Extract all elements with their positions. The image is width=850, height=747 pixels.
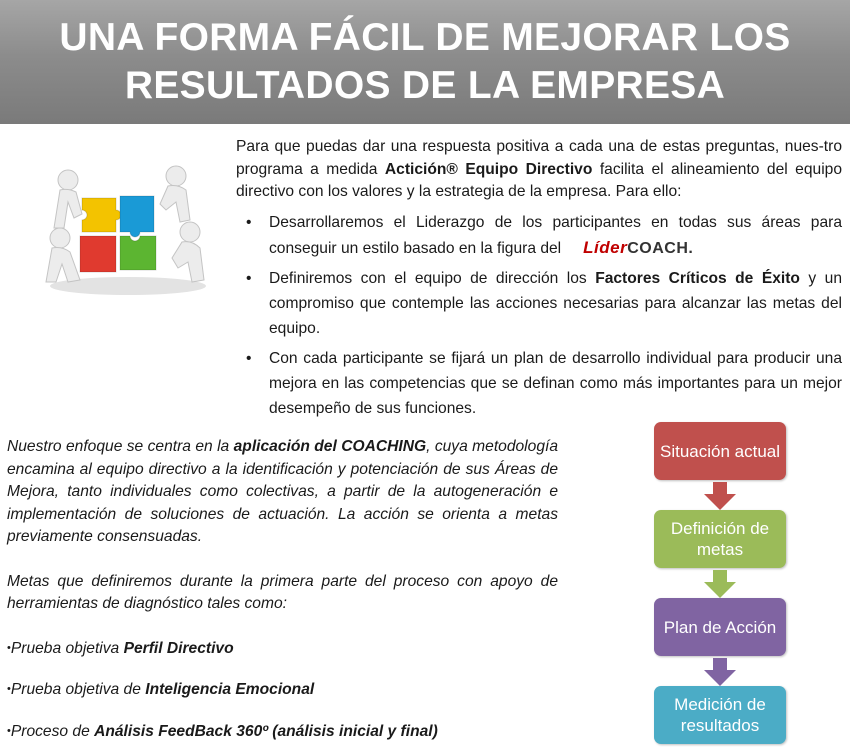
goals-paragraph: Metas que definiremos durante la primera parte del proceso con apoyo de herramientas de diagnóstico tales como:: [7, 572, 558, 612]
list-item: [236, 266, 842, 341]
bullet-2-text-c: y un compromiso que contemple las acciones necesarias para alcanzar las metas del equipo.: [269, 269, 842, 337]
down-arrow-icon: [704, 570, 736, 598]
flow-step-action-plan: Plan de Acción: [654, 598, 786, 656]
bullet-icon: •: [246, 213, 252, 231]
intro-text-a: Para que puedas dar una respuesta positiva a cada una de estas preguntas, nues-tro programa a medida: [236, 138, 842, 178]
coaching-section: [7, 436, 558, 747]
bullet-icon: •: [246, 349, 252, 367]
process-flowchart: [654, 420, 786, 747]
bullet-3-text: Con cada participante se fijará un plan de desarrollo individual para producir una mejora en las competencias que se definan como más importantes para un mejor desempeño de sus funciones.: [269, 349, 842, 417]
program-name: Actición® Equipo Directivo: [384, 160, 593, 178]
tool-3-name: Análisis FeedBack 360º (análisis inicial y final): [94, 722, 438, 740]
list-item: [7, 638, 558, 662]
title-banner: [0, 0, 850, 124]
flow-step-situation: Situación actual: [654, 422, 786, 480]
list-item: [236, 346, 842, 421]
coaching-paragraph: [7, 436, 558, 549]
bullet-2-text-a: Definiremos con el equipo de dirección los: [269, 269, 596, 287]
down-arrow-icon: [704, 658, 736, 686]
list-item: [7, 721, 558, 745]
intro-bullet-list: [236, 210, 842, 421]
title-line-2: RESULTADOS DE LA EMPRESA: [124, 64, 726, 107]
tool-1-text: Prueba objetiva: [10, 639, 124, 657]
brand-coach-logo: COACH.: [627, 239, 694, 257]
puzzle-pieces: [80, 196, 156, 272]
tool-2-name: Inteligencia Emocional: [145, 681, 315, 698]
flow-step-results: Medición de resultados: [654, 686, 786, 744]
coaching-text-a: Nuestro enfoque se centra en la: [7, 438, 234, 455]
coaching-highlight: aplicación del COACHING: [233, 438, 427, 455]
bullet-icon: •: [7, 683, 11, 695]
bullet-icon: •: [246, 269, 252, 287]
flow-step-goals: Definición de metas: [654, 510, 786, 568]
bullet-2-highlight: Factores Críticos de Éxito: [595, 269, 800, 287]
tool-3-text: Proceso de: [10, 722, 95, 740]
list-item: [7, 679, 558, 703]
tool-2-text: Prueba objetiva de: [10, 681, 146, 698]
intro-text-c: facilita el alineamiento del equipo directivo con los valores y la estrategia de la empresa. Para ello:: [236, 160, 843, 200]
title-line-1: UNA FORMA FÁCIL DE MEJORAR LOS: [59, 16, 791, 59]
coaching-text-c: , cuya metodología encamina al equipo directivo a la identificación y potenciación de sus Áreas de Mejora, tanto individuales como colectivas, a partir de la autogeneración e implementación de soluciones de actuación. La acción se orienta a metas previamente consensuadas.: [7, 438, 558, 545]
bullet-icon: •: [7, 724, 11, 737]
list-item: [236, 210, 842, 261]
tool-1-name: Perfil Directivo: [123, 639, 234, 657]
teamwork-puzzle-icon: [40, 158, 210, 298]
down-arrow-icon: [704, 482, 736, 510]
brand-lider-logo: Líder: [583, 237, 628, 257]
bullet-icon: •: [7, 641, 11, 654]
intro-paragraph: [236, 136, 842, 204]
bullet-1-text: Desarrollaremos el Liderazgo de los participantes en todas sus áreas para conseguir un estilo basado en la figura del: [269, 213, 842, 257]
intro-section: [236, 136, 842, 426]
